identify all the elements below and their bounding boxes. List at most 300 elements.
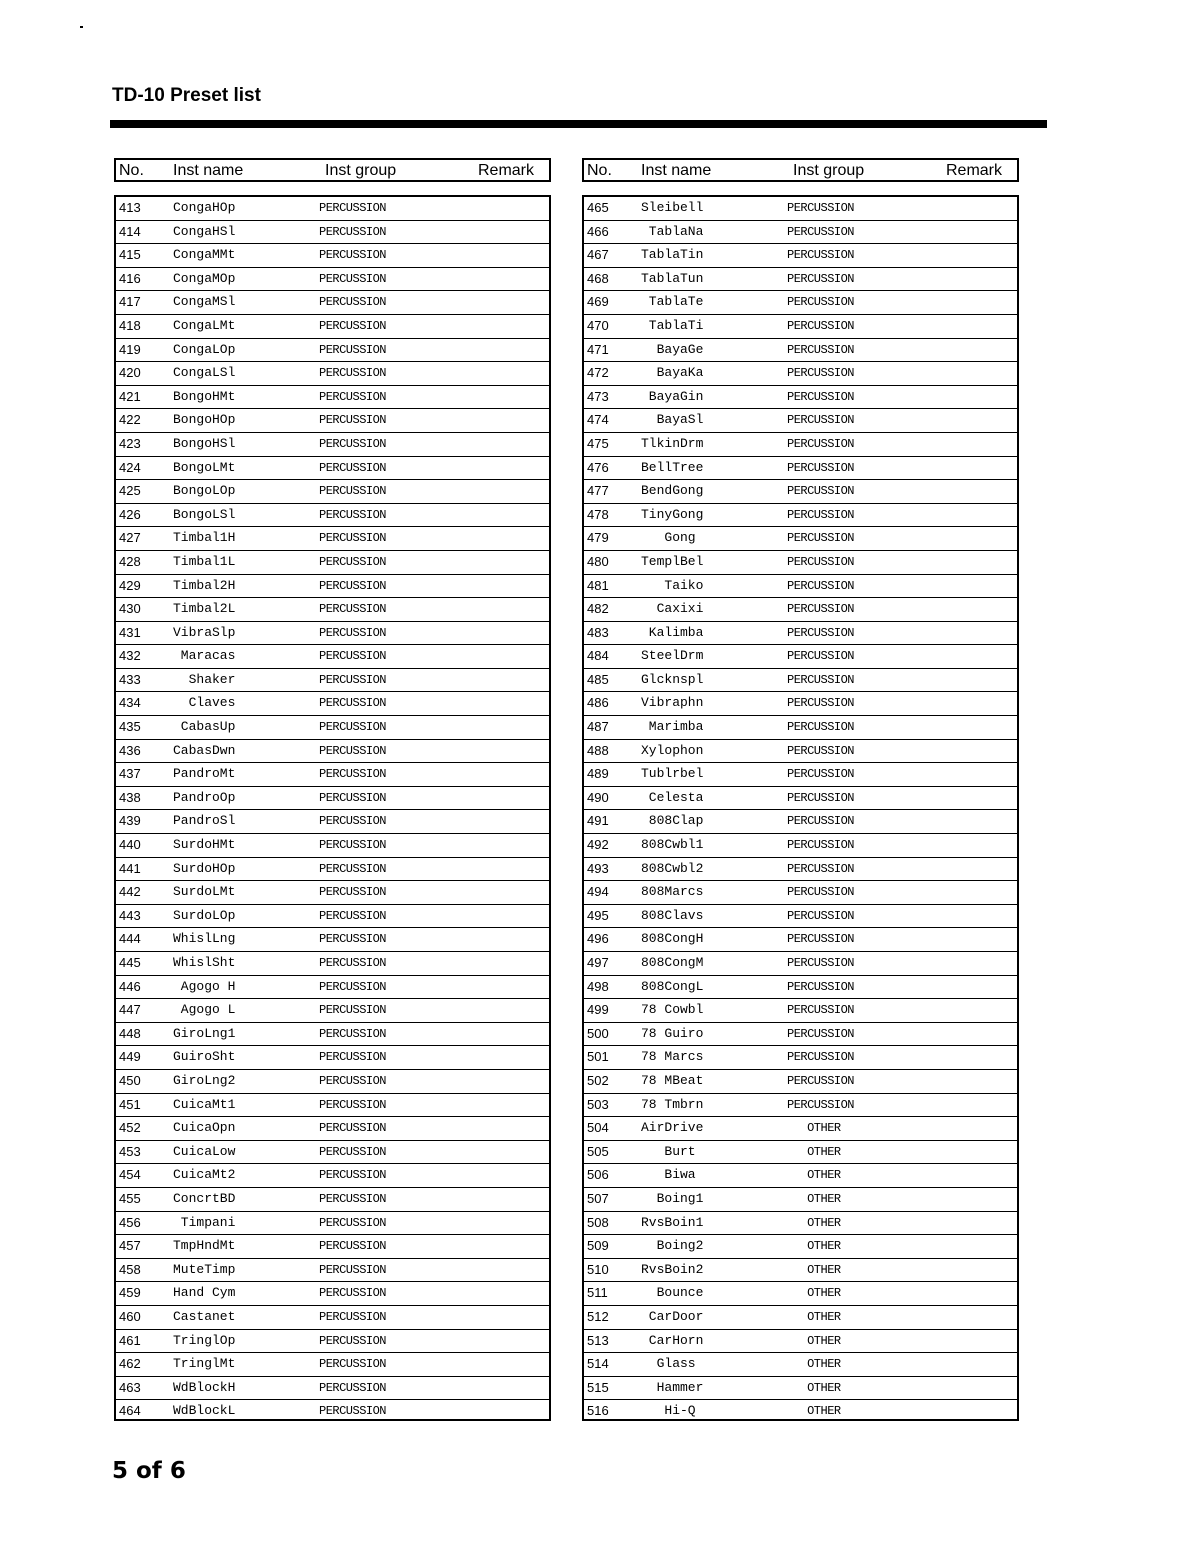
inst-name: Bounce bbox=[641, 1285, 704, 1301]
table-row bbox=[116, 268, 549, 292]
inst-name: SteelDrm bbox=[641, 648, 704, 664]
inst-name: TringlMt bbox=[173, 1356, 236, 1372]
preset-number: 469 bbox=[587, 294, 609, 310]
inst-name: CabasUp bbox=[173, 719, 236, 735]
table-row bbox=[116, 976, 549, 1000]
inst-group: PERCUSSION bbox=[787, 814, 855, 829]
inst-name: CongaHOp bbox=[173, 200, 236, 215]
table-row bbox=[116, 1212, 549, 1236]
inst-name: TemplBel bbox=[641, 553, 704, 569]
inst-group: PERCUSSION bbox=[787, 956, 855, 970]
table-row bbox=[116, 905, 549, 929]
preset-number: 442 bbox=[119, 884, 141, 900]
preset-number: 461 bbox=[119, 1332, 141, 1348]
preset-number: 460 bbox=[119, 1308, 141, 1324]
table-header bbox=[114, 158, 551, 182]
inst-name: Maracas bbox=[173, 648, 236, 664]
table-row bbox=[584, 763, 1017, 787]
inst-group: PERCUSSION bbox=[787, 531, 855, 546]
inst-name: 808Clap bbox=[641, 813, 704, 829]
inst-group: PERCUSSION bbox=[319, 1239, 387, 1254]
preset-table-right bbox=[582, 158, 1019, 1419]
inst-group: PERCUSSION bbox=[787, 1050, 855, 1065]
preset-number: 506 bbox=[587, 1167, 609, 1183]
inst-name: BellTree bbox=[641, 459, 704, 475]
inst-name: GiroLng1 bbox=[173, 1025, 236, 1041]
inst-name: Claves bbox=[173, 695, 236, 711]
inst-name: 78 Tmbrn bbox=[641, 1096, 704, 1112]
inst-group: PERCUSSION bbox=[787, 366, 855, 381]
preset-number: 440 bbox=[119, 837, 141, 853]
table-row bbox=[584, 1400, 1017, 1424]
preset-number: 480 bbox=[587, 553, 609, 569]
preset-number: 505 bbox=[587, 1143, 609, 1159]
inst-group: PERCUSSION bbox=[319, 814, 387, 829]
table-row bbox=[584, 1094, 1017, 1118]
inst-name: RvsBoin2 bbox=[641, 1261, 704, 1277]
inst-group: OTHER bbox=[787, 1144, 841, 1159]
preset-number: 473 bbox=[587, 388, 609, 404]
inst-name: TinyGong bbox=[641, 506, 704, 522]
header-remark: Remark bbox=[478, 162, 535, 179]
table-row bbox=[584, 244, 1017, 268]
inst-group: PERCUSSION bbox=[319, 979, 387, 994]
preset-number: 444 bbox=[119, 931, 141, 947]
inst-group: PERCUSSION bbox=[787, 578, 855, 593]
inst-group: PERCUSSION bbox=[319, 1121, 387, 1136]
inst-name: TablaTe bbox=[641, 294, 704, 310]
inst-group: PERCUSSION bbox=[319, 436, 387, 451]
preset-number: 483 bbox=[587, 624, 609, 640]
inst-name: TmpHndMt bbox=[173, 1238, 236, 1254]
preset-number: 419 bbox=[119, 341, 141, 357]
header-inst-name: Inst name bbox=[641, 162, 712, 179]
inst-name: PandroOp bbox=[173, 789, 236, 805]
inst-group: PERCUSSION bbox=[319, 1357, 387, 1372]
table-row bbox=[116, 1330, 549, 1354]
table-row bbox=[584, 268, 1017, 292]
preset-number: 426 bbox=[119, 506, 141, 522]
preset-number: 475 bbox=[587, 435, 609, 451]
table-row bbox=[584, 1259, 1017, 1283]
inst-group: PERCUSSION bbox=[319, 507, 387, 522]
inst-name: Marimba bbox=[641, 719, 704, 735]
preset-number: 452 bbox=[119, 1120, 141, 1136]
inst-group: PERCUSSION bbox=[787, 790, 855, 805]
inst-name: SurdoLOp bbox=[173, 907, 236, 923]
table-row bbox=[584, 527, 1017, 551]
preset-number: 509 bbox=[587, 1238, 609, 1254]
table-row bbox=[116, 1259, 549, 1283]
inst-group: OTHER bbox=[787, 1380, 841, 1395]
inst-name: BongoHOp bbox=[173, 412, 236, 428]
inst-name: BongoHMt bbox=[173, 388, 236, 404]
inst-name: Caxixi bbox=[641, 601, 704, 617]
inst-group: PERCUSSION bbox=[787, 413, 855, 428]
preset-number: 459 bbox=[119, 1285, 141, 1301]
inst-group: OTHER bbox=[787, 1191, 841, 1206]
inst-group: PERCUSSION bbox=[319, 578, 387, 593]
table-row bbox=[116, 1235, 549, 1259]
table-row bbox=[584, 952, 1017, 976]
inst-group: PERCUSSION bbox=[319, 1309, 387, 1324]
inst-name: MuteTimp bbox=[173, 1261, 236, 1277]
inst-group: PERCUSSION bbox=[319, 956, 387, 970]
table-row bbox=[584, 1377, 1017, 1401]
inst-name: Xylophon bbox=[641, 742, 704, 758]
table-row bbox=[116, 575, 549, 599]
preset-number: 484 bbox=[587, 648, 609, 664]
inst-name: TablaTi bbox=[641, 317, 704, 333]
inst-name: CuicaOpn bbox=[173, 1120, 236, 1136]
header-no: No. bbox=[587, 162, 612, 179]
preset-number: 453 bbox=[119, 1143, 141, 1159]
header-inst-group: Inst group bbox=[793, 162, 865, 179]
inst-group: PERCUSSION bbox=[787, 318, 855, 333]
inst-name: 808Cwbl2 bbox=[641, 860, 704, 876]
table-row bbox=[584, 1306, 1017, 1330]
inst-name: CuicaLow bbox=[173, 1143, 236, 1159]
table-row bbox=[116, 221, 549, 245]
inst-group: OTHER bbox=[787, 1239, 841, 1254]
preset-number: 414 bbox=[119, 223, 141, 239]
table-row bbox=[584, 457, 1017, 481]
table-row bbox=[584, 976, 1017, 1000]
preset-number: 490 bbox=[587, 789, 609, 805]
inst-name: Biwa bbox=[641, 1167, 696, 1183]
table-row bbox=[116, 999, 549, 1023]
inst-group: PERCUSSION bbox=[319, 932, 387, 947]
inst-name: Gong bbox=[641, 530, 696, 546]
inst-group: PERCUSSION bbox=[787, 602, 855, 617]
table-row bbox=[584, 315, 1017, 339]
preset-number: 431 bbox=[119, 624, 141, 640]
table-row bbox=[584, 551, 1017, 575]
inst-name: Timpani bbox=[173, 1214, 236, 1230]
inst-group: PERCUSSION bbox=[787, 885, 855, 900]
preset-number: 438 bbox=[119, 789, 141, 805]
preset-table-left bbox=[114, 158, 551, 1419]
inst-group: PERCUSSION bbox=[319, 413, 387, 428]
table-row bbox=[116, 763, 549, 787]
inst-group: PERCUSSION bbox=[787, 389, 855, 404]
inst-group: PERCUSSION bbox=[319, 1097, 387, 1112]
table-row bbox=[584, 692, 1017, 716]
inst-name: CongaMMt bbox=[173, 247, 236, 263]
table-row bbox=[116, 858, 549, 882]
table-row bbox=[584, 1212, 1017, 1236]
table-row bbox=[116, 433, 549, 457]
inst-name: BongoLMt bbox=[173, 459, 236, 475]
table-row bbox=[584, 433, 1017, 457]
table-row bbox=[584, 197, 1017, 221]
inst-name: PandroSl bbox=[173, 813, 236, 829]
preset-number: 425 bbox=[119, 483, 141, 499]
inst-group: PERCUSSION bbox=[787, 1097, 855, 1112]
inst-group: PERCUSSION bbox=[787, 932, 855, 947]
inst-group: PERCUSSION bbox=[319, 1262, 387, 1277]
inst-name: TablaTun bbox=[641, 270, 704, 286]
table-row bbox=[116, 952, 549, 976]
table-row bbox=[116, 1377, 549, 1401]
inst-group: PERCUSSION bbox=[319, 1286, 387, 1301]
inst-group: PERCUSSION bbox=[787, 720, 855, 735]
inst-name: CongaMOp bbox=[173, 270, 236, 286]
preset-number: 427 bbox=[119, 530, 141, 546]
inst-group: PERCUSSION bbox=[319, 1168, 387, 1183]
inst-group: PERCUSSION bbox=[319, 366, 387, 381]
preset-number: 472 bbox=[587, 365, 609, 381]
table-row bbox=[584, 1070, 1017, 1094]
inst-group: PERCUSSION bbox=[319, 484, 387, 499]
inst-group: PERCUSSION bbox=[319, 649, 387, 664]
preset-number: 450 bbox=[119, 1072, 141, 1088]
inst-group: PERCUSSION bbox=[319, 1144, 387, 1159]
table-row bbox=[116, 551, 549, 575]
table-row bbox=[584, 1141, 1017, 1165]
table-row bbox=[584, 409, 1017, 433]
preset-number: 416 bbox=[119, 270, 141, 286]
preset-number: 500 bbox=[587, 1025, 609, 1041]
preset-number: 441 bbox=[119, 860, 141, 876]
inst-name: 78 Marcs bbox=[641, 1049, 704, 1065]
preset-number: 424 bbox=[119, 459, 141, 475]
inst-name: Agogo H bbox=[173, 978, 236, 994]
inst-group: PERCUSSION bbox=[787, 224, 855, 239]
inst-group: OTHER bbox=[787, 1286, 841, 1301]
inst-name: WhislSht bbox=[173, 955, 236, 970]
inst-group: PERCUSSION bbox=[787, 672, 855, 687]
table-row bbox=[584, 221, 1017, 245]
preset-number: 502 bbox=[587, 1072, 609, 1088]
preset-number: 494 bbox=[587, 884, 609, 900]
inst-group: PERCUSSION bbox=[787, 248, 855, 263]
inst-group: OTHER bbox=[787, 1333, 841, 1348]
preset-number: 451 bbox=[119, 1096, 141, 1112]
inst-group: OTHER bbox=[787, 1168, 841, 1183]
table-row bbox=[116, 504, 549, 528]
inst-name: BongoHSl bbox=[173, 435, 236, 451]
inst-name: SurdoLMt bbox=[173, 884, 236, 900]
inst-group: OTHER bbox=[787, 1309, 841, 1324]
inst-name: BendGong bbox=[641, 483, 704, 499]
table-row bbox=[116, 622, 549, 646]
preset-number: 498 bbox=[587, 978, 609, 994]
preset-number: 508 bbox=[587, 1214, 609, 1230]
preset-number: 454 bbox=[119, 1167, 141, 1183]
table-row bbox=[116, 527, 549, 551]
table-row bbox=[584, 1330, 1017, 1354]
preset-number: 437 bbox=[119, 766, 141, 782]
table-row bbox=[116, 1117, 549, 1141]
inst-name: BayaGin bbox=[641, 388, 704, 404]
inst-group: PERCUSSION bbox=[787, 342, 855, 357]
table-row bbox=[116, 881, 549, 905]
inst-group: PERCUSSION bbox=[319, 1191, 387, 1206]
preset-number: 487 bbox=[587, 719, 609, 735]
inst-group: PERCUSSION bbox=[787, 484, 855, 499]
header-inst-name: Inst name bbox=[173, 162, 244, 179]
preset-number: 463 bbox=[119, 1379, 141, 1395]
table-row bbox=[116, 645, 549, 669]
preset-number: 434 bbox=[119, 695, 141, 711]
preset-number: 495 bbox=[587, 907, 609, 923]
preset-number: 476 bbox=[587, 459, 609, 475]
inst-name: CarDoor bbox=[641, 1308, 704, 1324]
inst-name: BayaKa bbox=[641, 365, 704, 381]
table-row bbox=[584, 1023, 1017, 1047]
table-body bbox=[114, 195, 551, 1421]
table-row bbox=[116, 244, 549, 268]
inst-group: PERCUSSION bbox=[787, 460, 855, 475]
inst-name: CongaMSl bbox=[173, 294, 236, 310]
inst-name: Sleibell bbox=[641, 200, 704, 215]
table-row bbox=[116, 740, 549, 764]
inst-name: SurdoHMt bbox=[173, 837, 236, 853]
inst-group: PERCUSSION bbox=[787, 507, 855, 522]
inst-name: Glcknspl bbox=[641, 671, 704, 687]
preset-number: 499 bbox=[587, 1002, 609, 1018]
inst-name: BongoLOp bbox=[173, 483, 236, 499]
inst-name: 78 Cowbl bbox=[641, 1002, 704, 1018]
inst-name: Hand Cym bbox=[173, 1285, 236, 1301]
inst-name: TablaTin bbox=[641, 247, 704, 263]
table-row bbox=[584, 740, 1017, 764]
inst-name: Taiko bbox=[641, 577, 704, 593]
table-row bbox=[584, 1188, 1017, 1212]
table-row bbox=[116, 1353, 549, 1377]
inst-group: PERCUSSION bbox=[319, 1073, 387, 1088]
inst-name: CongaLSl bbox=[173, 365, 236, 381]
table-row bbox=[584, 810, 1017, 834]
preset-number: 481 bbox=[587, 577, 609, 593]
inst-group: PERCUSSION bbox=[319, 908, 387, 923]
inst-group: PERCUSSION bbox=[787, 295, 855, 310]
preset-number: 458 bbox=[119, 1261, 141, 1277]
inst-name: Hi-Q bbox=[641, 1403, 696, 1419]
preset-number: 510 bbox=[587, 1261, 609, 1277]
preset-number: 436 bbox=[119, 742, 141, 758]
inst-name: 808CongM bbox=[641, 955, 704, 970]
table-row bbox=[116, 362, 549, 386]
preset-number: 474 bbox=[587, 412, 609, 428]
preset-number: 429 bbox=[119, 577, 141, 593]
inst-group: PERCUSSION bbox=[319, 838, 387, 853]
inst-group: PERCUSSION bbox=[787, 743, 855, 758]
table-row bbox=[584, 1353, 1017, 1377]
inst-name: 808Clavs bbox=[641, 907, 704, 923]
table-row bbox=[584, 1282, 1017, 1306]
inst-group: PERCUSSION bbox=[787, 649, 855, 664]
inst-name: Timbal1H bbox=[173, 530, 236, 546]
table-header bbox=[582, 158, 1019, 182]
preset-number: 514 bbox=[587, 1356, 609, 1372]
table-row bbox=[116, 716, 549, 740]
inst-group: PERCUSSION bbox=[319, 224, 387, 239]
preset-number: 486 bbox=[587, 695, 609, 711]
inst-group: PERCUSSION bbox=[787, 767, 855, 782]
inst-group: OTHER bbox=[787, 1215, 841, 1230]
table-body bbox=[582, 195, 1019, 1421]
inst-name: 808CongL bbox=[641, 978, 704, 994]
inst-group: PERCUSSION bbox=[787, 625, 855, 640]
inst-name: CongaLMt bbox=[173, 317, 236, 333]
inst-name: PandroMt bbox=[173, 766, 236, 782]
inst-name: 808CongH bbox=[641, 931, 704, 947]
preset-number: 488 bbox=[587, 742, 609, 758]
table-row bbox=[584, 1117, 1017, 1141]
inst-name: RvsBoin1 bbox=[641, 1214, 704, 1230]
inst-name: GuiroSht bbox=[173, 1049, 236, 1065]
preset-number: 421 bbox=[119, 388, 141, 404]
preset-number: 433 bbox=[119, 671, 141, 687]
table-row bbox=[584, 999, 1017, 1023]
preset-number: 420 bbox=[119, 365, 141, 381]
inst-name: Shaker bbox=[173, 671, 236, 687]
preset-number: 455 bbox=[119, 1190, 141, 1206]
table-row bbox=[584, 598, 1017, 622]
inst-group: PERCUSSION bbox=[319, 602, 387, 617]
inst-name: Celesta bbox=[641, 789, 704, 805]
table-row bbox=[116, 787, 549, 811]
table-row bbox=[116, 1188, 549, 1212]
inst-group: PERCUSSION bbox=[319, 271, 387, 286]
inst-group: PERCUSSION bbox=[319, 885, 387, 900]
preset-number: 511 bbox=[587, 1285, 608, 1301]
table-row bbox=[584, 905, 1017, 929]
inst-group: PERCUSSION bbox=[319, 460, 387, 475]
inst-group: OTHER bbox=[787, 1121, 841, 1136]
inst-group: PERCUSSION bbox=[319, 696, 387, 711]
table-row bbox=[116, 1164, 549, 1188]
inst-name: CongaLOp bbox=[173, 341, 236, 357]
preset-number: 464 bbox=[119, 1403, 141, 1419]
preset-number: 417 bbox=[119, 294, 141, 310]
inst-group: PERCUSSION bbox=[319, 743, 387, 758]
preset-number: 470 bbox=[587, 317, 609, 333]
inst-name: CuicaMt2 bbox=[173, 1167, 236, 1183]
preset-number: 443 bbox=[119, 907, 141, 923]
inst-name: Tublrbel bbox=[641, 766, 704, 782]
inst-group: PERCUSSION bbox=[319, 389, 387, 404]
inst-name: CongaHSl bbox=[173, 223, 236, 239]
header-no: No. bbox=[119, 162, 144, 179]
inst-group: PERCUSSION bbox=[319, 318, 387, 333]
preset-number: 478 bbox=[587, 506, 609, 522]
preset-number: 493 bbox=[587, 860, 609, 876]
inst-group: PERCUSSION bbox=[787, 838, 855, 853]
preset-number: 422 bbox=[119, 412, 141, 428]
table-row bbox=[116, 692, 549, 716]
inst-group: PERCUSSION bbox=[319, 672, 387, 687]
preset-number: 439 bbox=[119, 813, 141, 829]
preset-number: 482 bbox=[587, 601, 609, 617]
preset-number: 445 bbox=[119, 955, 141, 970]
preset-number: 448 bbox=[119, 1025, 141, 1041]
header-inst-group: Inst group bbox=[325, 162, 397, 179]
table-row bbox=[116, 339, 549, 363]
table-row bbox=[584, 291, 1017, 315]
inst-group: PERCUSSION bbox=[319, 790, 387, 805]
inst-name: CabasDwn bbox=[173, 742, 236, 758]
table-row bbox=[116, 1306, 549, 1330]
inst-group: PERCUSSION bbox=[319, 1333, 387, 1348]
table-row bbox=[584, 1235, 1017, 1259]
inst-group: PERCUSSION bbox=[787, 201, 855, 215]
table-row bbox=[116, 1094, 549, 1118]
inst-name: TlkinDrm bbox=[641, 435, 704, 451]
table-row bbox=[116, 834, 549, 858]
